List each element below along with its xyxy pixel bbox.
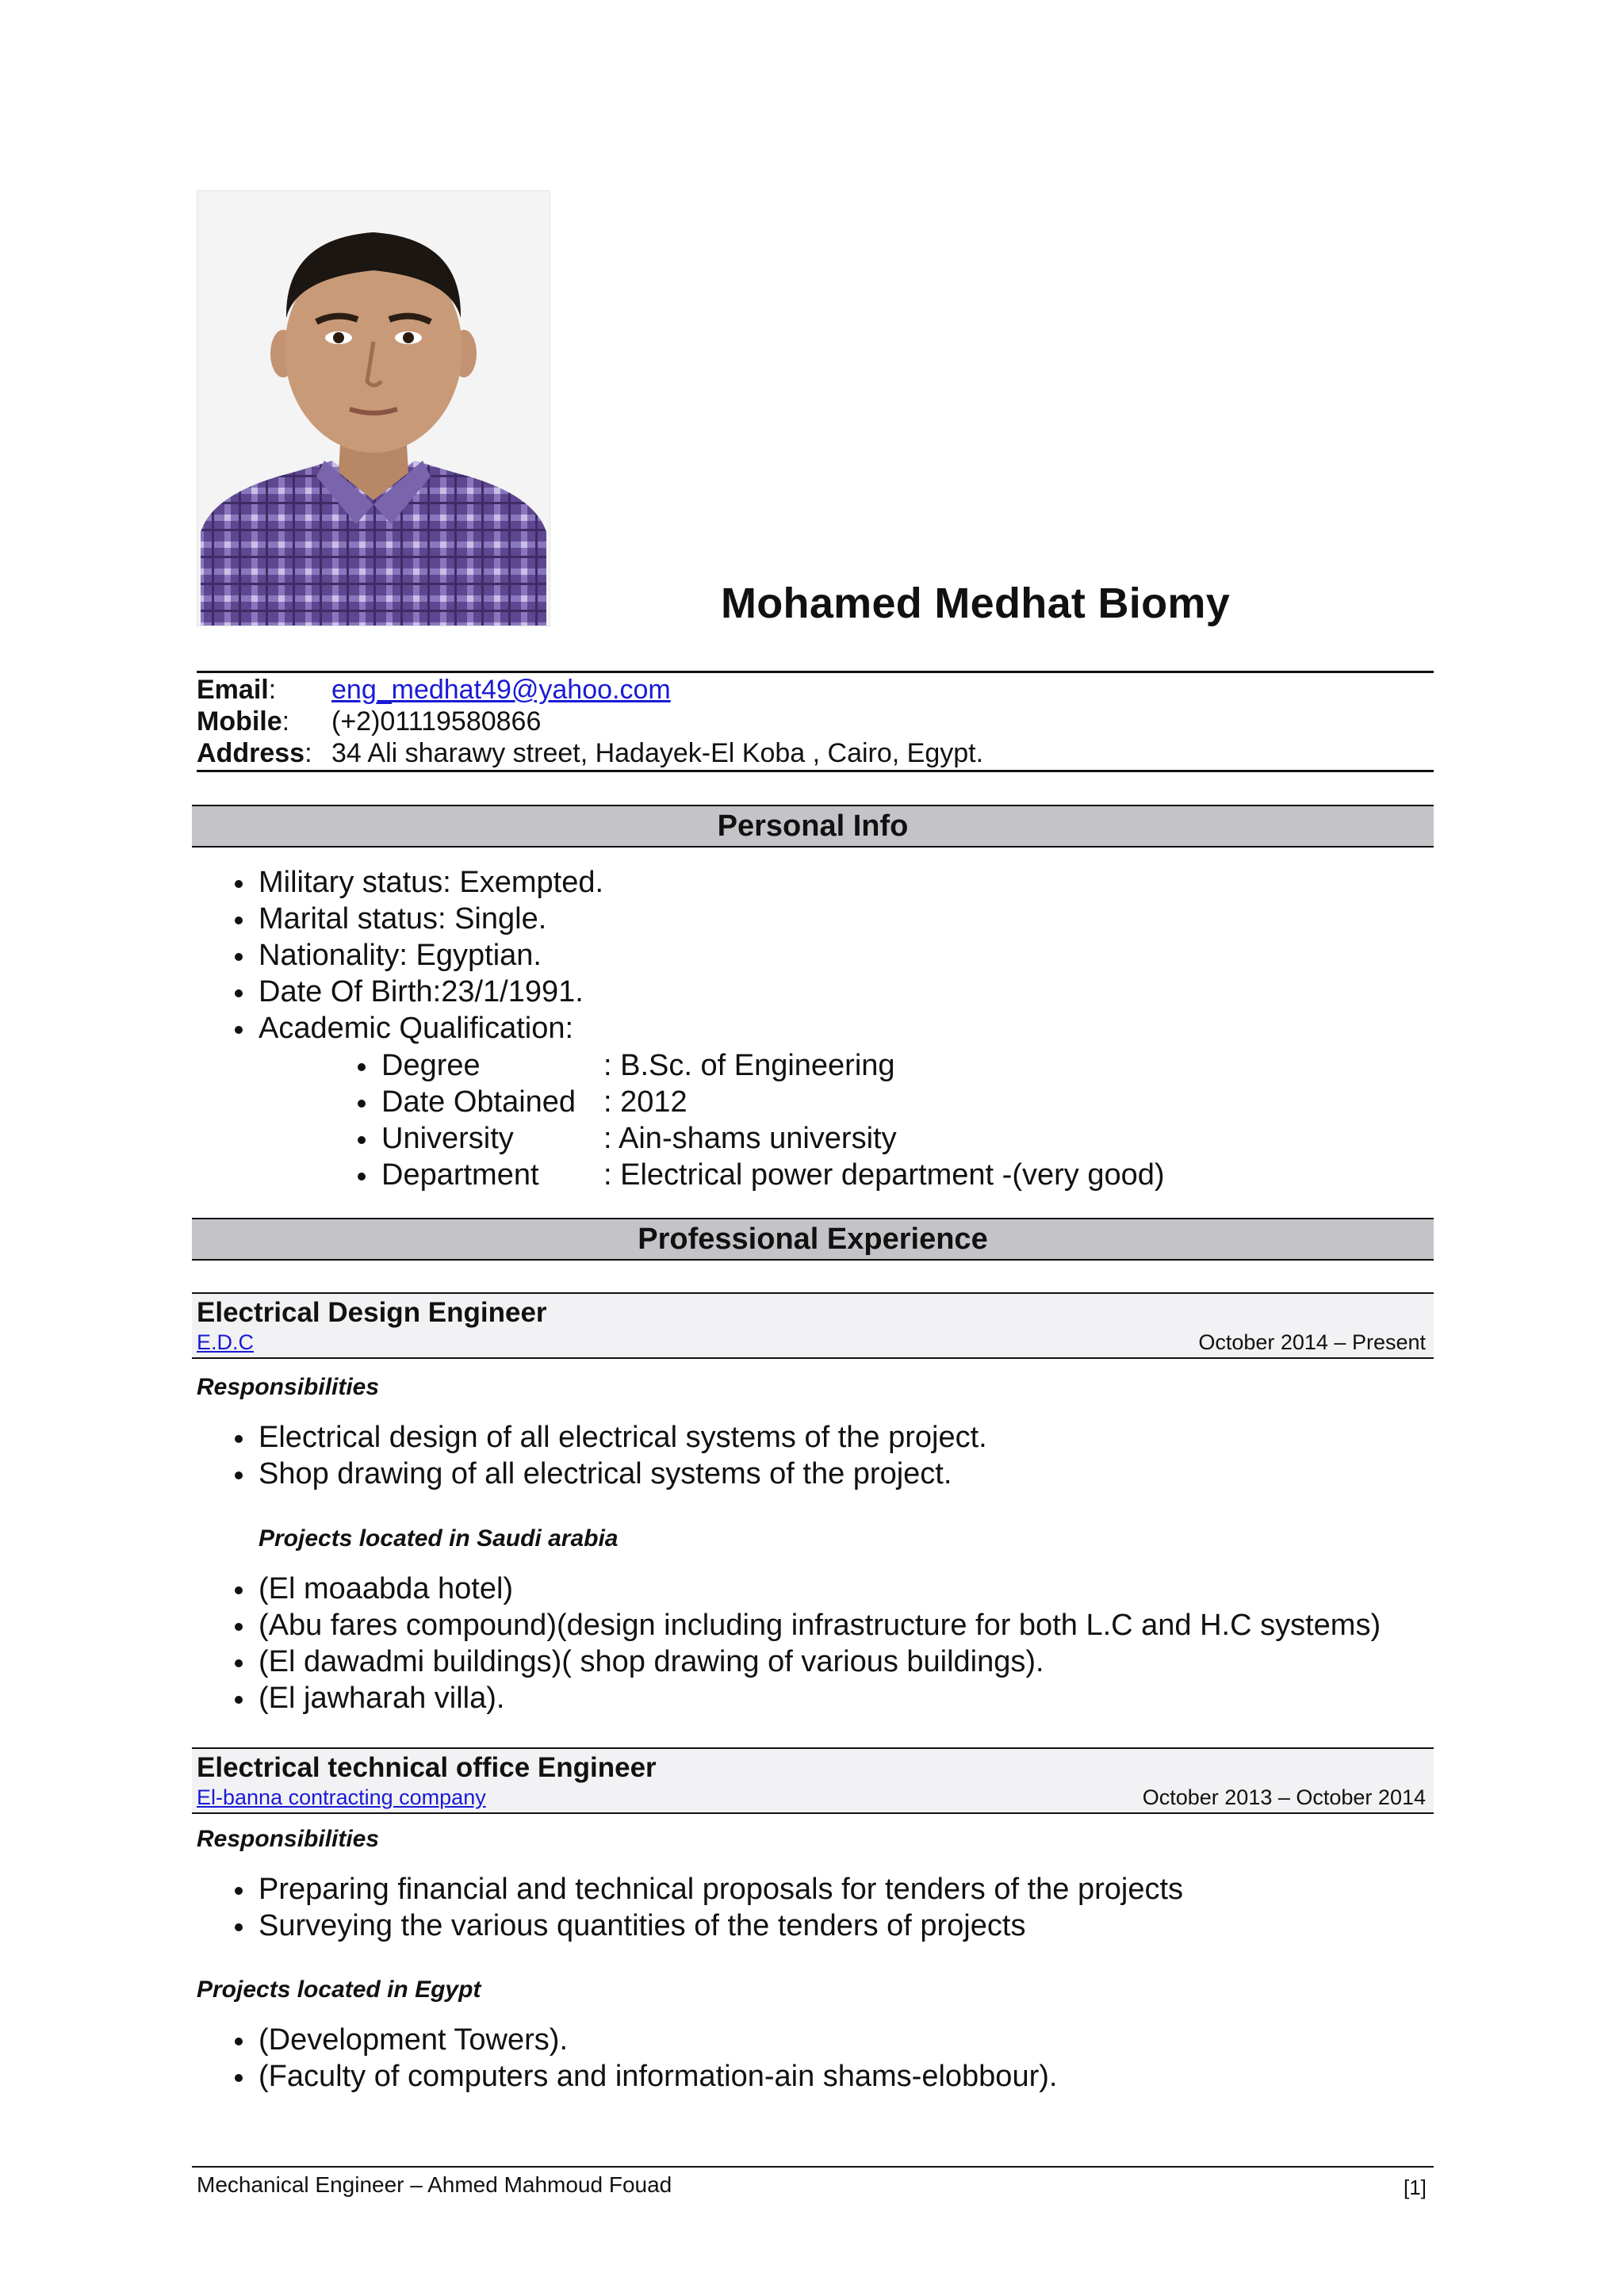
projects-label: Projects located in Saudi arabia [259,1525,619,1552]
list-item: Shop drawing of all electrical systems of the project. [259,1456,987,1492]
list-item: Preparing financial and technical proposals for tenders of the projects [259,1873,1184,1906]
projects-list [259,1571,1381,1716]
qualification-item [381,1157,1165,1193]
address-value: 34 Ali sharawy street, Hadayek-El Koba , Cairo, Egypt. [331,738,984,768]
qualification-item [381,1047,1165,1084]
job-header-1 [192,1292,1434,1359]
list-item: Nationality: Egyptian. [259,937,603,974]
footer-text: Mechanical Engineer – Ahmed Mahmoud Fouad [197,2172,672,2197]
contact-email-row: Email: eng_medhat49@yahoo.com [197,675,671,705]
list-item: (Development Towers). [259,2022,1057,2058]
responsibilities-label: Responsibilities [197,1826,380,1852]
list-item: (El dawadmi buildings)( shop drawing of various buildings). [259,1644,1381,1680]
qualification-key: Department [381,1158,539,1192]
qualification-value: : B.Sc. of Engineering [603,1049,895,1082]
profile-photo [197,190,550,626]
job-header-2 [192,1747,1434,1814]
job-title: Electrical Design Engineer [197,1297,547,1328]
list-item: Military status: Exempted. [259,866,604,899]
qualification-value: : 2012 [603,1085,688,1119]
profile-photo-illustration [197,191,550,626]
list-item: Surveying the various quantities of the tenders of projects [259,1908,1183,1944]
job-title: Electrical technical office Engineer [197,1752,657,1783]
mobile-value: (+2)01119580866 [331,706,542,737]
list-item: (El moaabda hotel) [259,1571,1381,1607]
contact-address-row: Address: 34 Ali sharawy street, Hadayek-El Koba , Cairo, Egypt. [197,738,984,768]
list-item: Date Of Birth:23/1/1991. [259,974,603,1010]
company-link[interactable]: E.D.C [197,1330,255,1354]
contact-mobile-row: Mobile: (+2)01119580866 [197,706,542,737]
candidate-name: Mohamed Medhat Biomy [720,580,1231,627]
qualification-key: Degree [381,1049,481,1082]
qualification-item [381,1120,1165,1157]
job-dates: October 2014 – Present [1198,1330,1426,1354]
qualification-list [381,1047,1165,1193]
email-link[interactable]: eng_medhat49@yahoo.com [331,675,671,705]
list-item: Academic Qualification: [259,1010,603,1047]
page-number: [1] [1404,2175,1427,2199]
list-item: (Abu fares compound)(design including infrastructure for both L.C and H.C systems) [259,1609,1381,1642]
contact-top-rule [197,671,1434,673]
qualification-key: University [381,1122,514,1155]
footer-rule [192,2166,1434,2168]
qualification-value: : Ain-shams university [603,1122,897,1155]
personal-info-list [259,864,603,1047]
list-item: Marital status: Single. [259,901,603,937]
personal-info-heading: Personal Info [192,805,1434,848]
projects-list [259,2022,1057,2095]
mobile-label: Mobile [197,706,282,737]
list-item: Electrical design of all electrical systems of the project. [259,1421,987,1454]
contact-bottom-rule [197,770,1434,772]
job-dates: October 2013 – October 2014 [1142,1785,1426,1809]
qualification-item [381,1084,1165,1120]
projects-label: Projects located in Egypt [197,1976,481,2003]
responsibilities-label: Responsibilities [197,1374,380,1400]
experience-heading: Professional Experience [192,1218,1434,1261]
address-label: Address [197,738,305,768]
list-item: (El jawharah villa). [259,1680,1381,1716]
responsibilities-list [259,1419,987,1492]
qualification-value: : Electrical power department -(very good) [603,1158,1165,1192]
list-item: (Faculty of computers and information-ain shams-elobbour). [259,2060,1058,2093]
company-link[interactable]: El-banna contracting company [197,1785,486,1809]
email-label: Email [197,675,269,705]
responsibilities-list [259,1871,1183,1944]
qualification-key: Date Obtained [381,1085,576,1119]
